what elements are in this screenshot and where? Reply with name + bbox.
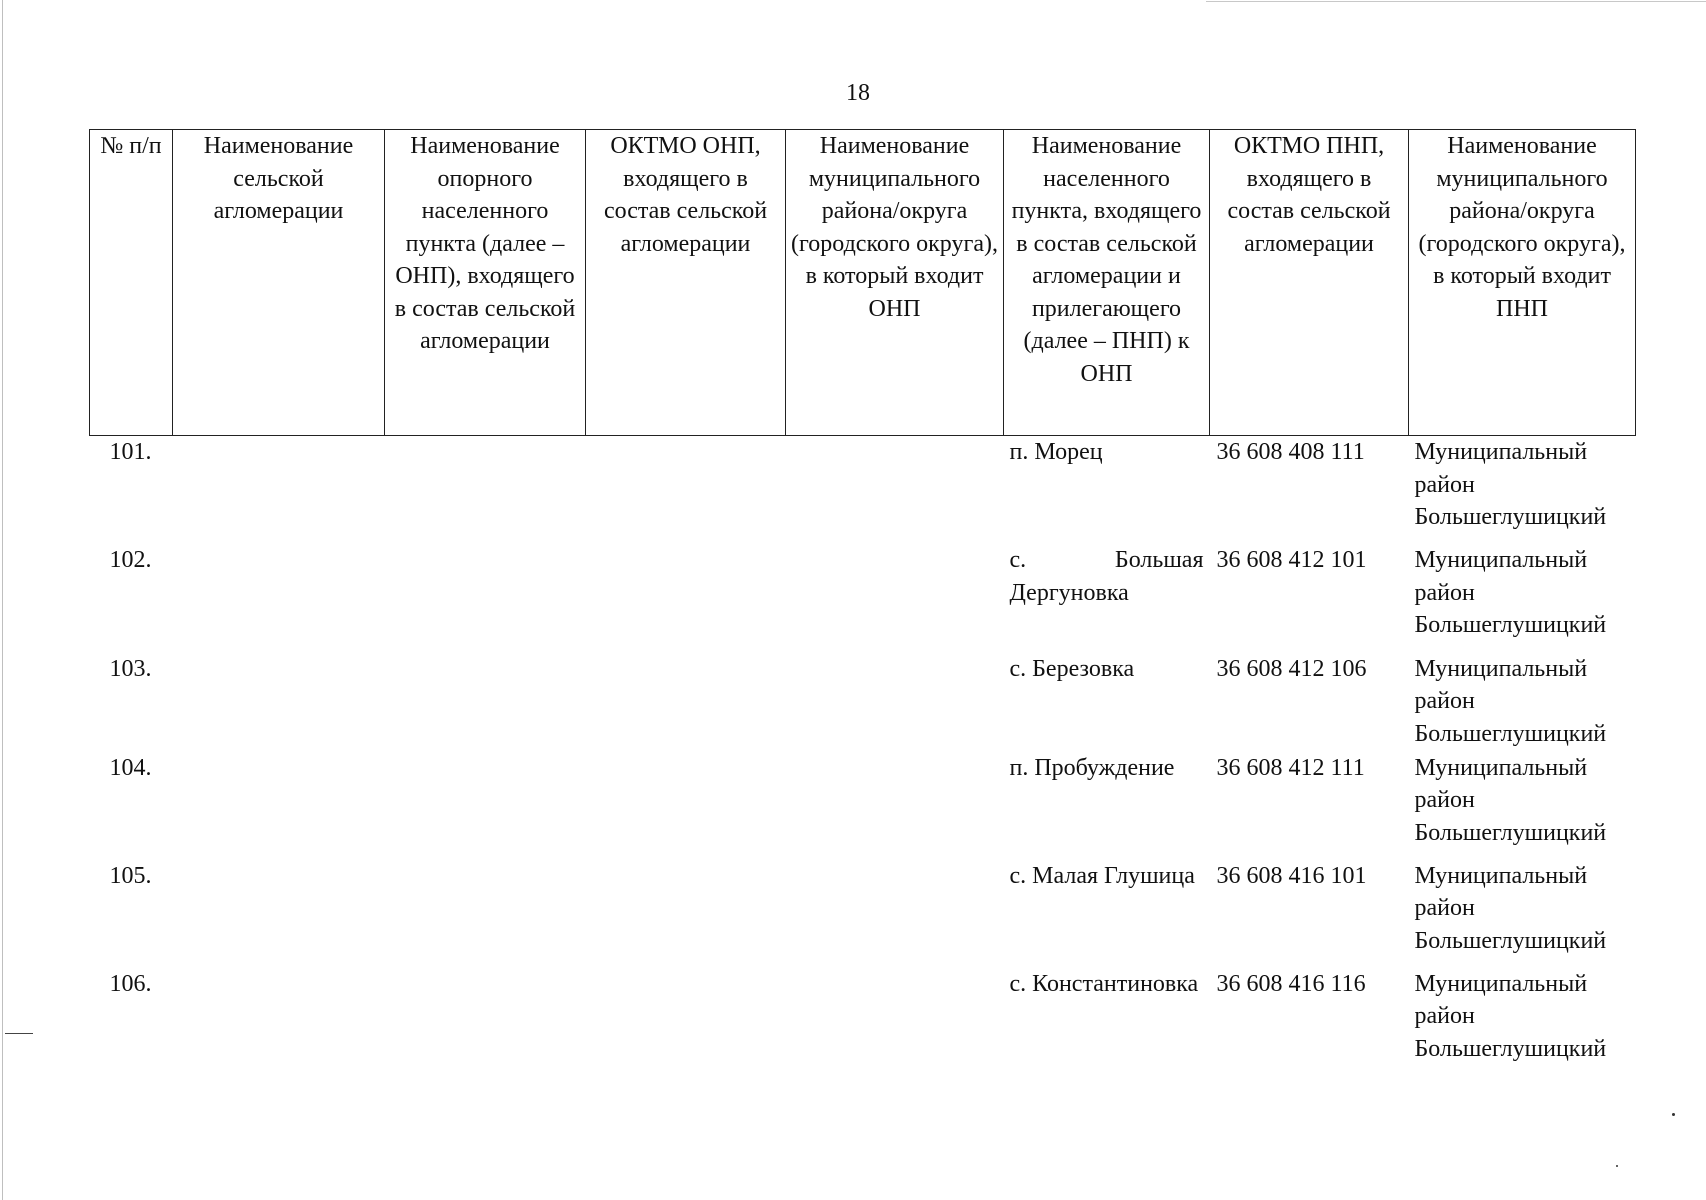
- table-row: [90, 653, 1636, 752]
- header-pnp-oktmo: ОКТМО ПНП, входящего в состав сельской агломерации: [1210, 130, 1409, 436]
- scan-speck: [1672, 1113, 1675, 1116]
- onp-oktmo-cell: [586, 544, 786, 653]
- table-row: [90, 436, 1636, 545]
- pnp-oktmo-cell: 36 608 416 101: [1216, 862, 1367, 889]
- pnp-district-cell: Муниципальный район Большеглушицкий: [1414, 655, 1607, 747]
- table-row: [90, 752, 1636, 860]
- pnp-name-cell: с. Малая Глушица: [1009, 862, 1195, 889]
- header-pnp-district: Наименование муниципального района/округа (городского округа), в который входит ПНП: [1409, 130, 1636, 436]
- onp-district-cell: [786, 860, 1004, 968]
- onp-name-cell: [385, 968, 586, 1067]
- header-pnp-name: Наименование населенного пункта, входящего в состав сельской агломерации и прилегающего (далее – ПНП) к ОНП: [1004, 130, 1210, 436]
- header-number: № п/п: [90, 130, 173, 436]
- pnp-name-cell: п. Пробуждение: [1009, 754, 1175, 781]
- onp-oktmo-cell: [586, 968, 786, 1067]
- onp-oktmo-cell: [586, 436, 786, 545]
- onp-name-cell: [385, 436, 586, 545]
- onp-district-cell: [786, 752, 1004, 860]
- onp-district-cell: [786, 653, 1004, 752]
- header-agglomeration-name: Наименование сельской агломерации: [173, 130, 385, 436]
- row-number: 101.: [109, 439, 152, 465]
- agglomeration-name-cell: [173, 860, 385, 968]
- scan-speck: [1616, 1165, 1618, 1167]
- onp-name-cell: [385, 860, 586, 968]
- row-number: 103.: [109, 655, 152, 682]
- table-header: [90, 130, 1636, 436]
- pnp-name-cell: с. Большая Дергуновка: [1009, 547, 1204, 606]
- onp-oktmo-cell: [586, 653, 786, 752]
- onp-district-cell: [786, 544, 1004, 653]
- header-onp-oktmo: ОКТМО ОНП, входящего в состав сельской агломерации: [586, 130, 786, 436]
- scan-margin-mark: [5, 1033, 33, 1034]
- header-onp-name: Наименование опорного населенного пункта (далее – ОНП), входящего в состав сельской агломерации: [385, 130, 586, 436]
- onp-name-cell: [385, 544, 586, 653]
- onp-district-cell: [786, 968, 1004, 1067]
- row-number: 102.: [109, 547, 152, 573]
- table-row: [90, 544, 1636, 653]
- pnp-district-cell: Муниципальный район Большеглушицкий: [1414, 970, 1607, 1062]
- pnp-oktmo-cell: 36 608 416 116: [1216, 970, 1366, 997]
- onp-name-cell: [385, 752, 586, 860]
- onp-oktmo-cell: [586, 752, 786, 860]
- row-number: 104.: [109, 754, 152, 781]
- table-body: [90, 436, 1636, 1067]
- pnp-name-cell: с. Березовка: [1009, 655, 1135, 682]
- pnp-name-cell: п. Морец: [1009, 439, 1103, 465]
- table-row: [90, 968, 1636, 1067]
- agglomeration-name-cell: [173, 544, 385, 653]
- pnp-oktmo-cell: 36 608 412 106: [1216, 655, 1367, 682]
- pnp-oktmo-cell: 36 608 412 111: [1216, 754, 1365, 781]
- pnp-district-cell: Муниципальный район Большеглушицкий: [1414, 754, 1607, 846]
- onp-district-cell: [786, 436, 1004, 545]
- pnp-name-cell: с. Константиновка: [1009, 970, 1199, 997]
- row-number: 105.: [109, 862, 152, 889]
- onp-oktmo-cell: [586, 860, 786, 968]
- pnp-district-cell: Муниципальный район Большеглушицкий: [1414, 547, 1607, 638]
- pnp-district-cell: Муниципальный район Большеглушицкий: [1414, 862, 1607, 954]
- scan-top-edge: [1206, 1, 1706, 2]
- row-number: 106.: [109, 970, 152, 997]
- pnp-district-cell: Муниципальный район Большеглушицкий: [1414, 439, 1607, 530]
- header-onp-district: Наименование муниципального района/округа (городского округа), в который входит ОНП: [786, 130, 1004, 436]
- onp-name-cell: [385, 653, 586, 752]
- scan-left-edge: [2, 0, 3, 1200]
- pnp-oktmo-cell: 36 608 412 101: [1216, 547, 1367, 573]
- agglomeration-table: [89, 129, 1636, 1067]
- table-header-row: [90, 130, 1636, 436]
- agglomeration-name-cell: [173, 653, 385, 752]
- table-row: [90, 860, 1636, 968]
- agglomeration-name-cell: [173, 968, 385, 1067]
- agglomeration-name-cell: [173, 752, 385, 860]
- agglomeration-name-cell: [173, 436, 385, 545]
- page-number: 18: [846, 80, 870, 106]
- pnp-oktmo-cell: 36 608 408 111: [1216, 439, 1365, 465]
